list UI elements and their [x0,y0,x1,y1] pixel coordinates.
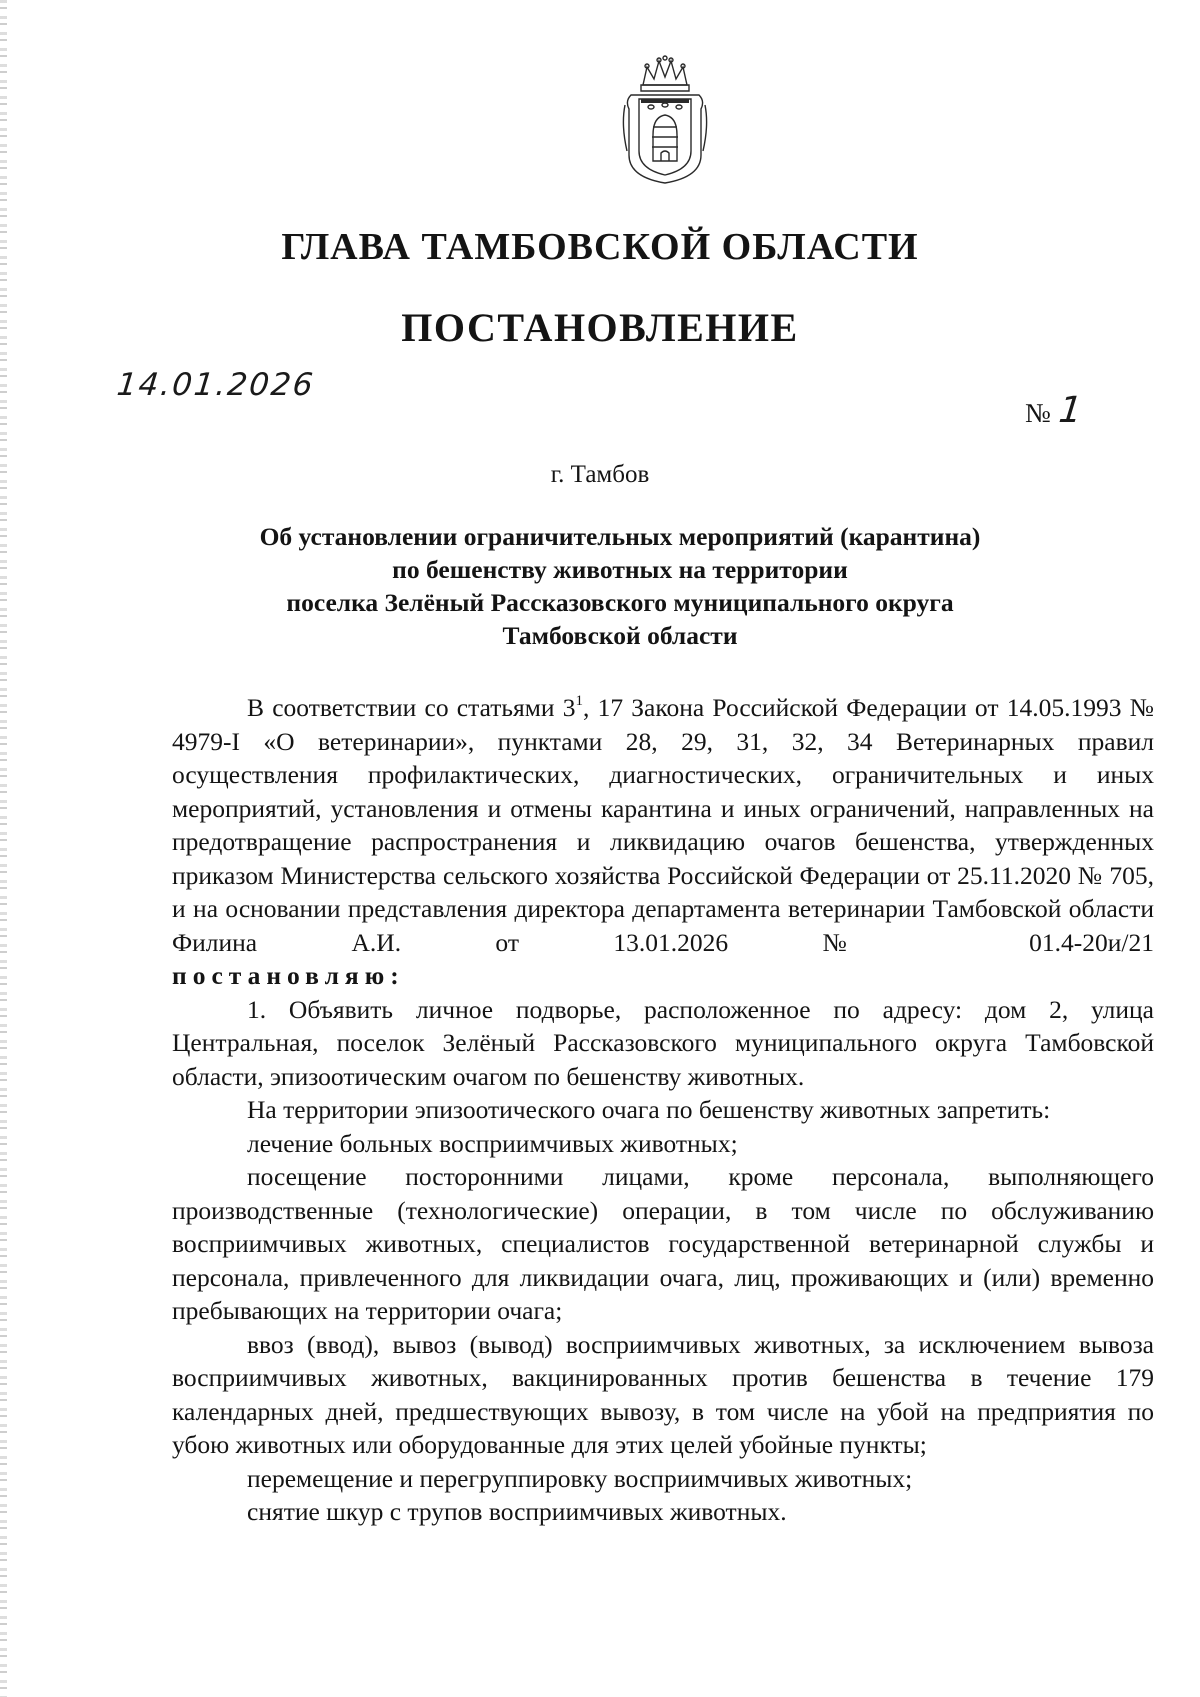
prohibition-item: перемещение и перегруппировку восприимчивых животных; [247,1463,913,1493]
tambov-coat-of-arms-icon [621,55,709,187]
number-sign: № [1025,398,1051,428]
title-line: Об установлении ограничительных мероприятий (карантина) [259,522,981,551]
prohibition-intro: На территории эпизоотического очага по бешенству животных запретить: [247,1095,1051,1124]
title-line: по бешенству животных на территории [392,555,848,584]
document-type-title: ПОСТАНОВЛЕНИЕ [401,305,799,350]
handwritten-number: 1 [1056,390,1084,431]
resolution-body [172,691,1154,1529]
prohibition-item: посещение посторонними лицами, кроме персонала, выполняющего производственные (технологические) операции, в том числе по обслуживанию восприимчивых животных, специалистов государственной ветеринарной службы и персонала, привлеченного для ликвидации очага, лиц, проживающих и (или) временно пребывающих на территории очага; [172,1162,1154,1325]
resolve-word-text: постановляю [172,961,391,990]
resolve-line [172,959,1154,993]
preamble-text-rest: , 17 Закона Российской Федерации от 14.05.1993 № 4979-I «О ветеринарии», пунктами 28, 29, 31, 32, 34 Ветеринарных правил осуществления профилактических, диагностических, ограничительных и иных мероприятий, установления и отмены карантина и иных ограничений, направленных на предотвращение распространения и ликвидацию очагов бешенства, утвержденных приказом Министерства сельского хозяйства Российской Федерации от 25.11.2020 № 705, и на основании представления директора департамента ветеринарии Тамбовской области Филина А.И. от 13.01.2026 № 01.4-20и/21 [172,693,1154,957]
city-of-issue: г. Тамбов [550,461,650,488]
prohibition-item: ввоз (ввод), вывоз (вывод) восприимчивых животных, за исключением вывоза восприимчивых животных, вакцинированных против бешенства в течение 179 календарных дней, предшествующих вывозу, в том числе на убой на предприятия по убою животных или оборудованные для этих целей убойные пункты; [172,1329,1154,1459]
resolve-word [172,961,399,990]
article-superscript: 1 [575,693,583,709]
handwritten-date: 14.01.2026 [115,367,317,403]
prohibition-item: снятие шкур с трупов восприимчивых животных. [247,1497,787,1526]
preamble-text-start: В соответствии со статьями 3 [247,693,576,722]
preamble-paragraph [172,691,1154,959]
document-number [1025,390,1082,431]
title-line: поселка Зелёный Рассказовского муниципального округа [286,588,954,617]
issuing-authority: ГЛАВА ТАМБОВСКОЙ ОБЛАСТИ [281,226,919,268]
resolve-colon: : [390,961,399,990]
resolution-title [170,520,1070,652]
clause-1: 1. Объявить личное подворье, расположенное по адресу: дом 2, улица Центральная, поселок Зелёный Рассказовского муниципального округа Тамбовской области, эпизоотическим очагом по бешенству животных. [172,994,1154,1091]
title-line: Тамбовской области [502,621,738,650]
prohibition-item: лечение больных восприимчивых животных; [247,1128,738,1158]
